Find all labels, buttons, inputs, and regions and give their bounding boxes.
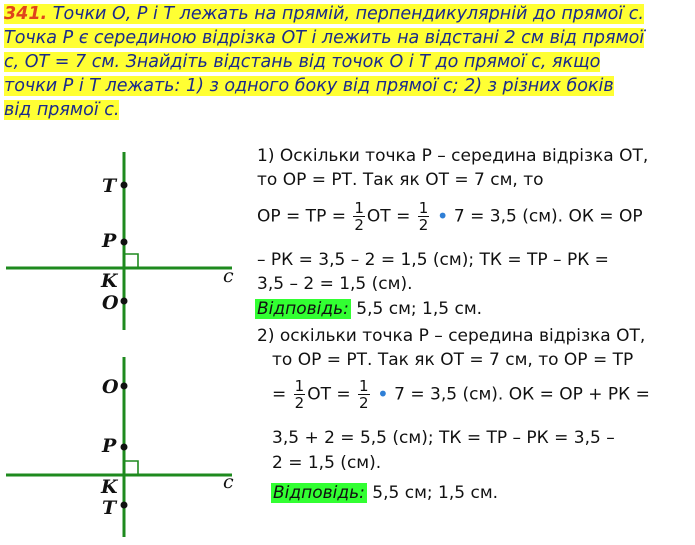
figure-2-label-o: O — [102, 376, 119, 398]
solution-2-line-3: = $\frac{1}{2}$ ОТ = $\frac{1}{2}$ • 7 = 3,5 (см). ОК = ОР + РК = — [272, 377, 650, 412]
problem-line-2: Точка Р є серединою відрізка ОТ і лежить на відстані 2 см від прямої — [4, 28, 645, 48]
answer-label: Відповідь: — [257, 299, 349, 319]
figure-2-label-k: K — [101, 476, 118, 498]
solution-1-line-4: – РК = 3,5 – 2 = 1,5 (см); ТК = ТР – РК = — [257, 250, 609, 270]
fraction-one-half: $\frac{1}{2}$ — [294, 377, 305, 412]
figure-1-label-c: c — [223, 265, 234, 287]
answer-label: Відповідь: — [273, 483, 365, 503]
problem-number: 341. — [4, 4, 48, 24]
solution-2-line-1: 2) оскільки точка Р – середина відрізка ОТ, — [257, 326, 646, 346]
figure-2 — [0, 355, 250, 545]
figure-1-label-o: O — [102, 292, 119, 314]
figure-2-label-t: T — [102, 497, 117, 519]
problem-line-1: 341. Точки О, Р і Т лежать на прямій, перпендикулярній до прямої с. — [4, 4, 644, 24]
figure-1-label-t: T — [102, 175, 117, 197]
problem-line-5: від прямої с. — [4, 100, 120, 120]
figure-1-point-o — [121, 298, 128, 305]
figure-2-right-angle-mark — [124, 461, 138, 475]
solution-1-line-2: то ОР = РТ. Так як ОТ = 7 см, то — [257, 170, 544, 190]
figure-2-label-p: P — [102, 435, 117, 457]
solution-1-answer: Відповідь: 5,5 см; 1,5 см. — [257, 299, 483, 319]
multiplication-dot-icon: • — [376, 382, 389, 406]
figure-2-point-o — [121, 383, 128, 390]
solution-2-answer: Відповідь: 5,5 см; 1,5 см. — [273, 483, 499, 503]
figure-1-point-p — [121, 239, 128, 246]
solution-2-line-5: 2 = 1,5 (см). — [272, 453, 382, 473]
multiplication-dot-icon: • — [436, 204, 449, 228]
fraction-one-half: $\frac{1}{2}$ — [359, 377, 369, 412]
figure-1 — [0, 150, 250, 340]
problem-line-4: точки Р і Т лежать: 1) з одного боку від прямої с; 2) з різних боків — [4, 76, 614, 96]
figure-1-point-t — [121, 182, 128, 189]
solution-1-line-3: ОР = ТР = $\frac{1}{2}$ ОТ = $\frac{1}{2}$ • 7 = 3,5 (см). ОК = ОР — [257, 199, 643, 234]
figure-2-point-t — [121, 502, 128, 509]
solution-2-line-2: то ОР = РТ. Так як ОТ = 7 см, то ОР = ТР — [272, 350, 634, 370]
figure-2-label-c: c — [223, 471, 234, 493]
solution-1-line-1: 1) Оскільки точка Р – середина відрізка ОТ, — [257, 146, 649, 166]
figure-1-label-k: K — [101, 270, 118, 292]
problem-statement — [4, 2, 692, 122]
solution-1-line-5: 3,5 – 2 = 1,5 (см). — [257, 274, 413, 294]
fraction-one-half: $\frac{1}{2}$ — [354, 199, 364, 234]
figure-2-point-p — [121, 444, 128, 451]
solution-2-line-4: 3,5 + 2 = 5,5 (см); ТК = ТР – РК = 3,5 – — [272, 428, 615, 448]
figure-1-label-p: P — [102, 230, 117, 252]
problem-line-3: с, ОТ = 7 см. Знайдіть відстань від точок О і Т до прямої с, якщо — [4, 52, 601, 72]
fraction-one-half: $\frac{1}{2}$ — [418, 199, 429, 234]
figure-1-right-angle-mark — [124, 254, 138, 268]
